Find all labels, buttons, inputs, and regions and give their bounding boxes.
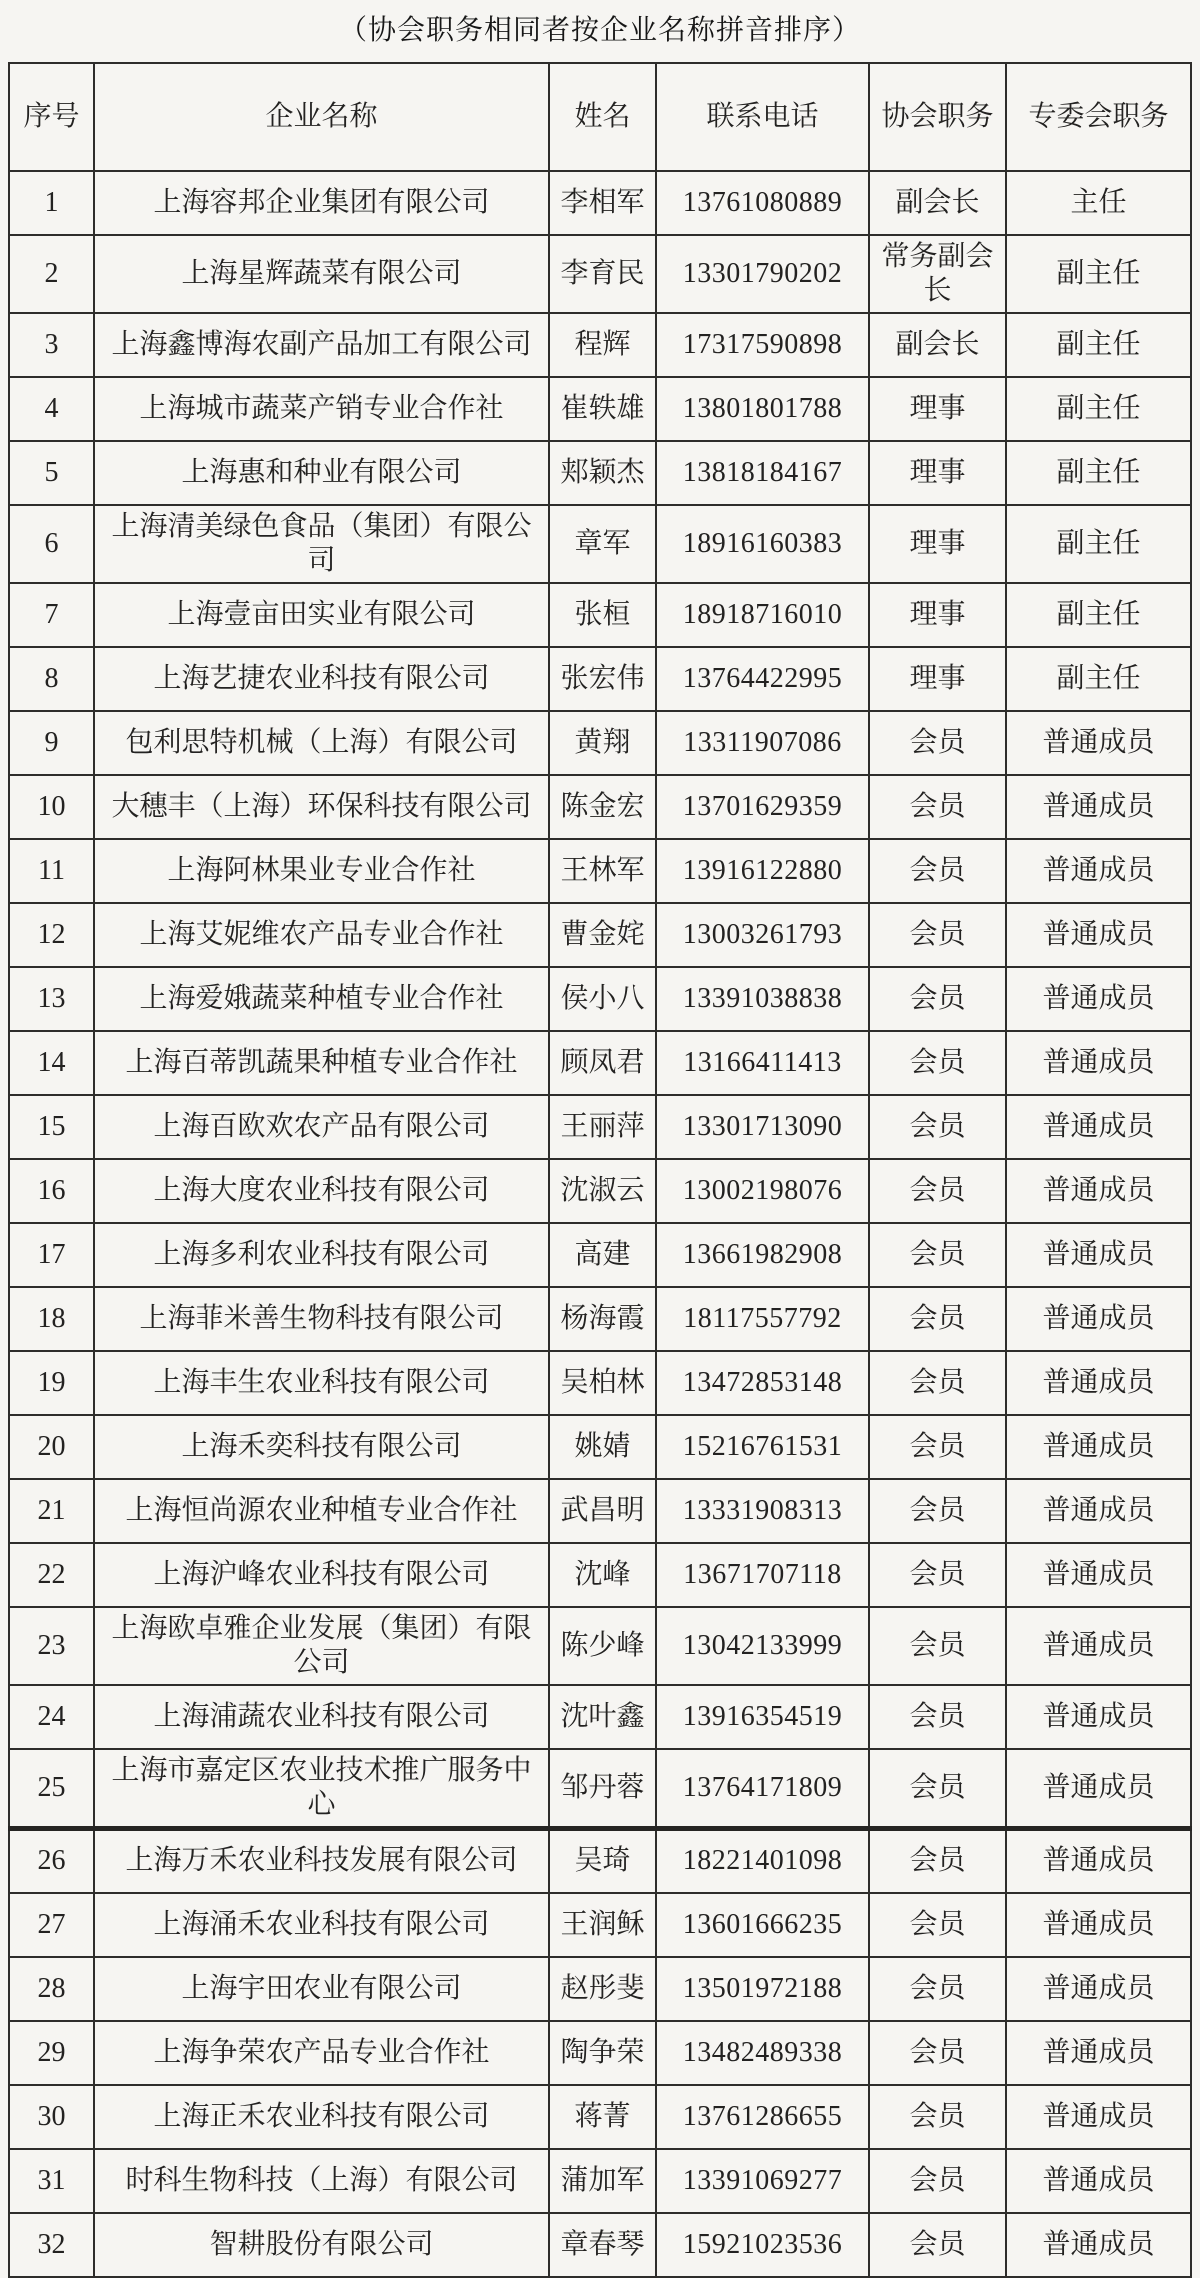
cell-contact-name: 沈叶鑫 xyxy=(549,1685,656,1749)
cell-serial-number: 3 xyxy=(9,313,94,377)
cell-serial-number: 24 xyxy=(9,1685,94,1749)
cell-association-role: 会员 xyxy=(869,775,1006,839)
cell-contact-phone: 13042133999 xyxy=(656,1607,869,1685)
cell-contact-name: 高建 xyxy=(549,1223,656,1287)
cell-contact-phone: 13301790202 xyxy=(656,235,869,313)
cell-association-role: 会员 xyxy=(869,711,1006,775)
table-row xyxy=(9,647,1191,711)
cell-committee-role: 普通成员 xyxy=(1006,1685,1191,1749)
cell-association-role: 会员 xyxy=(869,2213,1006,2277)
cell-contact-phone: 13331908313 xyxy=(656,1479,869,1543)
cell-contact-phone: 13801801788 xyxy=(656,377,869,441)
cell-contact-phone: 13916354519 xyxy=(656,1685,869,1749)
cell-serial-number: 8 xyxy=(9,647,94,711)
table-row xyxy=(9,1031,1191,1095)
cell-association-role: 会员 xyxy=(869,1749,1006,1829)
cell-committee-role: 副主任 xyxy=(1006,441,1191,505)
cell-company-name: 上海正禾农业科技有限公司 xyxy=(94,2085,549,2149)
cell-association-role: 会员 xyxy=(869,1957,1006,2021)
cell-serial-number: 28 xyxy=(9,1957,94,2021)
cell-association-role: 会员 xyxy=(869,1159,1006,1223)
cell-company-name: 包利思特机械（上海）有限公司 xyxy=(94,711,549,775)
cell-committee-role: 普通成员 xyxy=(1006,1893,1191,1957)
table-row xyxy=(9,775,1191,839)
cell-committee-role: 副主任 xyxy=(1006,647,1191,711)
cell-serial-number: 20 xyxy=(9,1415,94,1479)
cell-company-name: 上海市嘉定区农业技术推广服务中心 xyxy=(94,1749,549,1829)
cell-serial-number: 6 xyxy=(9,505,94,583)
cell-contact-name: 李相军 xyxy=(549,171,656,235)
cell-association-role: 副会长 xyxy=(869,171,1006,235)
cell-association-role: 理事 xyxy=(869,583,1006,647)
cell-company-name: 上海涌禾农业科技有限公司 xyxy=(94,1893,549,1957)
cell-contact-name: 李育民 xyxy=(549,235,656,313)
cell-company-name: 上海鑫博海农副产品加工有限公司 xyxy=(94,313,549,377)
header-cell-assoc-role: 协会职务 xyxy=(869,63,1006,171)
cell-contact-name: 顾凤君 xyxy=(549,1031,656,1095)
cell-contact-name: 王丽萍 xyxy=(549,1095,656,1159)
cell-contact-phone: 13661982908 xyxy=(656,1223,869,1287)
cell-association-role: 常务副会长 xyxy=(869,235,1006,313)
table-row xyxy=(9,2085,1191,2149)
cell-contact-phone: 13166411413 xyxy=(656,1031,869,1095)
cell-contact-name: 陈少峰 xyxy=(549,1607,656,1685)
cell-contact-name: 崔轶雄 xyxy=(549,377,656,441)
cell-company-name: 上海欧卓雅企业发展（集团）有限公司 xyxy=(94,1607,549,1685)
cell-contact-phone: 13818184167 xyxy=(656,441,869,505)
cell-serial-number: 1 xyxy=(9,171,94,235)
cell-committee-role: 副主任 xyxy=(1006,505,1191,583)
cell-serial-number: 19 xyxy=(9,1351,94,1415)
cell-contact-name: 侯小八 xyxy=(549,967,656,1031)
cell-contact-name: 章军 xyxy=(549,505,656,583)
cell-serial-number: 14 xyxy=(9,1031,94,1095)
table-row xyxy=(9,711,1191,775)
cell-company-name: 上海百蒂凯蔬果种植专业合作社 xyxy=(94,1031,549,1095)
cell-company-name: 上海禾奕科技有限公司 xyxy=(94,1415,549,1479)
cell-contact-name: 曹金姹 xyxy=(549,903,656,967)
cell-committee-role: 副主任 xyxy=(1006,583,1191,647)
cell-committee-role: 普通成员 xyxy=(1006,1351,1191,1415)
cell-company-name: 上海大度农业科技有限公司 xyxy=(94,1159,549,1223)
cell-association-role: 会员 xyxy=(869,2021,1006,2085)
cell-serial-number: 17 xyxy=(9,1223,94,1287)
table-row xyxy=(9,583,1191,647)
cell-contact-phone: 18117557792 xyxy=(656,1287,869,1351)
cell-association-role: 理事 xyxy=(869,647,1006,711)
table-row xyxy=(9,1543,1191,1607)
cell-association-role: 会员 xyxy=(869,1543,1006,1607)
cell-serial-number: 12 xyxy=(9,903,94,967)
table-row xyxy=(9,377,1191,441)
cell-company-name: 时科生物科技（上海）有限公司 xyxy=(94,2149,549,2213)
table-row xyxy=(9,1351,1191,1415)
cell-contact-phone: 13002198076 xyxy=(656,1159,869,1223)
cell-serial-number: 25 xyxy=(9,1749,94,1829)
cell-committee-role: 普通成员 xyxy=(1006,1031,1191,1095)
cell-committee-role: 普通成员 xyxy=(1006,2021,1191,2085)
table-row xyxy=(9,1415,1191,1479)
cell-serial-number: 7 xyxy=(9,583,94,647)
cell-contact-name: 姚婧 xyxy=(549,1415,656,1479)
cell-contact-name: 吴柏林 xyxy=(549,1351,656,1415)
cell-contact-phone: 13601666235 xyxy=(656,1893,869,1957)
member-table xyxy=(8,62,1192,2278)
cell-committee-role: 普通成员 xyxy=(1006,967,1191,1031)
cell-association-role: 会员 xyxy=(869,1829,1006,1893)
cell-contact-name: 赵彤斐 xyxy=(549,1957,656,2021)
cell-association-role: 会员 xyxy=(869,1415,1006,1479)
cell-association-role: 理事 xyxy=(869,441,1006,505)
table-row xyxy=(9,1223,1191,1287)
table-row xyxy=(9,235,1191,313)
page-title: （协会职务相同者按企业名称拼音排序） xyxy=(338,15,861,46)
cell-company-name: 上海爱娥蔬菜种植专业合作社 xyxy=(94,967,549,1031)
cell-contact-name: 陈金宏 xyxy=(549,775,656,839)
cell-committee-role: 普通成员 xyxy=(1006,1829,1191,1893)
header-cell-committee-role: 专委会职务 xyxy=(1006,63,1191,171)
cell-committee-role: 普通成员 xyxy=(1006,775,1191,839)
cell-association-role: 会员 xyxy=(869,903,1006,967)
cell-serial-number: 32 xyxy=(9,2213,94,2277)
table-row xyxy=(9,903,1191,967)
cell-serial-number: 21 xyxy=(9,1479,94,1543)
cell-contact-phone: 15216761531 xyxy=(656,1415,869,1479)
cell-company-name: 上海浦蔬农业科技有限公司 xyxy=(94,1685,549,1749)
cell-company-name: 大穗丰（上海）环保科技有限公司 xyxy=(94,775,549,839)
cell-contact-phone: 13761286655 xyxy=(656,2085,869,2149)
cell-contact-phone: 18221401098 xyxy=(656,1829,869,1893)
cell-contact-phone: 13391038838 xyxy=(656,967,869,1031)
cell-committee-role: 普通成员 xyxy=(1006,1095,1191,1159)
cell-committee-role: 副主任 xyxy=(1006,377,1191,441)
cell-association-role: 会员 xyxy=(869,1893,1006,1957)
cell-contact-phone: 13764171809 xyxy=(656,1749,869,1829)
cell-contact-phone: 13701629359 xyxy=(656,775,869,839)
cell-contact-phone: 13482489338 xyxy=(656,2021,869,2085)
cell-serial-number: 26 xyxy=(9,1829,94,1893)
cell-association-role: 理事 xyxy=(869,377,1006,441)
table-row xyxy=(9,2021,1191,2085)
cell-contact-phone: 13391069277 xyxy=(656,2149,869,2213)
cell-company-name: 上海城市蔬菜产销专业合作社 xyxy=(94,377,549,441)
cell-serial-number: 27 xyxy=(9,1893,94,1957)
cell-company-name: 上海艺捷农业科技有限公司 xyxy=(94,647,549,711)
header-cell-no: 序号 xyxy=(9,63,94,171)
cell-association-role: 会员 xyxy=(869,1223,1006,1287)
cell-committee-role: 普通成员 xyxy=(1006,1749,1191,1829)
cell-contact-phone: 13003261793 xyxy=(656,903,869,967)
table-row xyxy=(9,1957,1191,2021)
cell-serial-number: 15 xyxy=(9,1095,94,1159)
cell-committee-role: 普通成员 xyxy=(1006,1479,1191,1543)
cell-contact-name: 王林军 xyxy=(549,839,656,903)
cell-committee-role: 普通成员 xyxy=(1006,1287,1191,1351)
cell-serial-number: 18 xyxy=(9,1287,94,1351)
cell-company-name: 上海菲米善生物科技有限公司 xyxy=(94,1287,549,1351)
cell-serial-number: 4 xyxy=(9,377,94,441)
cell-serial-number: 10 xyxy=(9,775,94,839)
cell-contact-phone: 13301713090 xyxy=(656,1095,869,1159)
cell-serial-number: 9 xyxy=(9,711,94,775)
table-row xyxy=(9,171,1191,235)
cell-contact-phone: 13761080889 xyxy=(656,171,869,235)
header-cell-name: 姓名 xyxy=(549,63,656,171)
table-row xyxy=(9,1287,1191,1351)
cell-serial-number: 30 xyxy=(9,2085,94,2149)
cell-contact-name: 张宏伟 xyxy=(549,647,656,711)
cell-contact-name: 蒲加军 xyxy=(549,2149,656,2213)
cell-committee-role: 普通成员 xyxy=(1006,711,1191,775)
cell-company-name: 上海容邦企业集团有限公司 xyxy=(94,171,549,235)
cell-association-role: 会员 xyxy=(869,967,1006,1031)
cell-association-role: 会员 xyxy=(869,1031,1006,1095)
table-header xyxy=(9,63,1191,171)
table-body xyxy=(9,171,1191,2277)
cell-company-name: 上海惠和种业有限公司 xyxy=(94,441,549,505)
cell-serial-number: 31 xyxy=(9,2149,94,2213)
table-row xyxy=(9,1749,1191,1829)
cell-committee-role: 普通成员 xyxy=(1006,2149,1191,2213)
cell-association-role: 理事 xyxy=(869,505,1006,583)
cell-association-role: 会员 xyxy=(869,1095,1006,1159)
cell-contact-name: 沈淑云 xyxy=(549,1159,656,1223)
cell-association-role: 会员 xyxy=(869,2085,1006,2149)
header-cell-phone: 联系电话 xyxy=(656,63,869,171)
cell-contact-phone: 13311907086 xyxy=(656,711,869,775)
cell-contact-name: 张桓 xyxy=(549,583,656,647)
cell-contact-name: 蒋菁 xyxy=(549,2085,656,2149)
cell-committee-role: 普通成员 xyxy=(1006,2085,1191,2149)
table-row xyxy=(9,839,1191,903)
cell-contact-phone: 13472853148 xyxy=(656,1351,869,1415)
table-row xyxy=(9,313,1191,377)
cell-contact-name: 黄翔 xyxy=(549,711,656,775)
cell-company-name: 上海壹亩田实业有限公司 xyxy=(94,583,549,647)
cell-committee-role: 普通成员 xyxy=(1006,2213,1191,2277)
cell-company-name: 上海宇田农业有限公司 xyxy=(94,1957,549,2021)
table-row xyxy=(9,967,1191,1031)
cell-contact-name: 吴琦 xyxy=(549,1829,656,1893)
cell-contact-name: 沈峰 xyxy=(549,1543,656,1607)
table-row xyxy=(9,441,1191,505)
table-row xyxy=(9,2149,1191,2213)
table-row xyxy=(9,1685,1191,1749)
cell-committee-role: 普通成员 xyxy=(1006,1957,1191,2021)
cell-committee-role: 普通成员 xyxy=(1006,839,1191,903)
cell-company-name: 上海争荣农产品专业合作社 xyxy=(94,2021,549,2085)
cell-serial-number: 23 xyxy=(9,1607,94,1685)
cell-company-name: 上海百欧欢农产品有限公司 xyxy=(94,1095,549,1159)
cell-serial-number: 22 xyxy=(9,1543,94,1607)
cell-contact-name: 陶争荣 xyxy=(549,2021,656,2085)
cell-association-role: 会员 xyxy=(869,2149,1006,2213)
cell-committee-role: 普通成员 xyxy=(1006,1415,1191,1479)
cell-contact-phone: 13671707118 xyxy=(656,1543,869,1607)
cell-committee-role: 副主任 xyxy=(1006,313,1191,377)
cell-contact-name: 郏颖杰 xyxy=(549,441,656,505)
cell-serial-number: 11 xyxy=(9,839,94,903)
table-row xyxy=(9,1095,1191,1159)
cell-serial-number: 16 xyxy=(9,1159,94,1223)
cell-contact-name: 王润稣 xyxy=(549,1893,656,1957)
cell-contact-phone: 18916160383 xyxy=(656,505,869,583)
cell-contact-name: 章春琴 xyxy=(549,2213,656,2277)
table-row xyxy=(9,1159,1191,1223)
cell-company-name: 上海阿林果业专业合作社 xyxy=(94,839,549,903)
cell-contact-phone: 15921023536 xyxy=(656,2213,869,2277)
cell-association-role: 副会长 xyxy=(869,313,1006,377)
table-row xyxy=(9,505,1191,583)
cell-company-name: 上海星辉蔬菜有限公司 xyxy=(94,235,549,313)
table-row xyxy=(9,1829,1191,1893)
cell-contact-phone: 13764422995 xyxy=(656,647,869,711)
header-row xyxy=(9,63,1191,171)
cell-company-name: 上海艾妮维农产品专业合作社 xyxy=(94,903,549,967)
cell-company-name: 上海多利农业科技有限公司 xyxy=(94,1223,549,1287)
table-row xyxy=(9,1607,1191,1685)
cell-contact-phone: 13916122880 xyxy=(656,839,869,903)
table-row xyxy=(9,1893,1191,1957)
cell-committee-role: 普通成员 xyxy=(1006,1543,1191,1607)
cell-committee-role: 主任 xyxy=(1006,171,1191,235)
cell-company-name: 上海恒尚源农业种植专业合作社 xyxy=(94,1479,549,1543)
cell-contact-name: 杨海霞 xyxy=(549,1287,656,1351)
cell-contact-name: 武昌明 xyxy=(549,1479,656,1543)
cell-contact-name: 邹丹蓉 xyxy=(549,1749,656,1829)
cell-company-name: 上海清美绿色食品（集团）有限公司 xyxy=(94,505,549,583)
cell-contact-phone: 18918716010 xyxy=(656,583,869,647)
cell-association-role: 会员 xyxy=(869,1607,1006,1685)
cell-committee-role: 普通成员 xyxy=(1006,1223,1191,1287)
cell-association-role: 会员 xyxy=(869,1287,1006,1351)
cell-contact-phone: 13501972188 xyxy=(656,1957,869,2021)
cell-committee-role: 普通成员 xyxy=(1006,1159,1191,1223)
cell-company-name: 智耕股份有限公司 xyxy=(94,2213,549,2277)
cell-association-role: 会员 xyxy=(869,1685,1006,1749)
cell-committee-role: 副主任 xyxy=(1006,235,1191,313)
cell-serial-number: 5 xyxy=(9,441,94,505)
cell-committee-role: 普通成员 xyxy=(1006,903,1191,967)
cell-association-role: 会员 xyxy=(869,1351,1006,1415)
cell-association-role: 会员 xyxy=(869,1479,1006,1543)
cell-serial-number: 13 xyxy=(9,967,94,1031)
table-row xyxy=(9,1479,1191,1543)
cell-contact-name: 程辉 xyxy=(549,313,656,377)
cell-contact-phone: 17317590898 xyxy=(656,313,869,377)
cell-serial-number: 29 xyxy=(9,2021,94,2085)
cell-company-name: 上海沪峰农业科技有限公司 xyxy=(94,1543,549,1607)
cell-association-role: 会员 xyxy=(869,839,1006,903)
cell-company-name: 上海万禾农业科技发展有限公司 xyxy=(94,1829,549,1893)
cell-company-name: 上海丰生农业科技有限公司 xyxy=(94,1351,549,1415)
cell-committee-role: 普通成员 xyxy=(1006,1607,1191,1685)
cell-serial-number: 2 xyxy=(9,235,94,313)
header-cell-company: 企业名称 xyxy=(94,63,549,171)
